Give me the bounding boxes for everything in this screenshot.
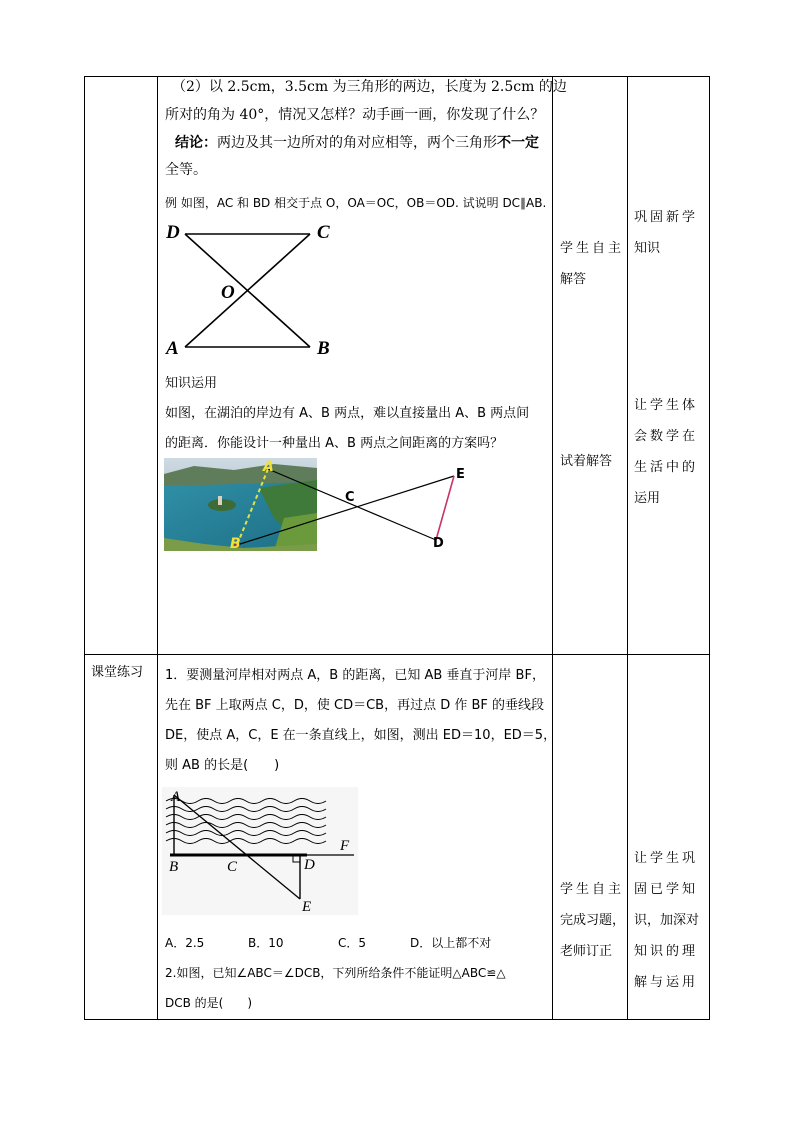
- table-row-divider: [84, 654, 710, 655]
- q1-line1: 1．要测量河岸相对两点 A，B 的距离，已知 AB 垂直于河岸 BF，: [165, 668, 545, 683]
- conclusion-line2: 全等。: [165, 162, 207, 178]
- fig2-label-b: B: [230, 536, 241, 552]
- intent-2-line1: 让学生体: [634, 398, 699, 413]
- conclusion-label: 结论：: [175, 135, 217, 151]
- table-col-divider-3: [627, 76, 628, 1020]
- row2-intent-line4: 知识的理: [634, 944, 699, 959]
- fig3-label-f: F: [340, 838, 350, 854]
- hourglass-figure: [160, 220, 360, 360]
- fig2-label-e: E: [456, 467, 465, 482]
- apply-title: 知识运用: [165, 376, 218, 391]
- table-col-divider-2: [552, 76, 553, 1020]
- fig3-label-d: D: [304, 857, 315, 873]
- row2-activity-line2: 完成习题，: [560, 913, 626, 928]
- intent-2-line3: 生活中的: [634, 460, 699, 475]
- q2-line2: DCB 的是( ): [165, 996, 253, 1010]
- para2-line2: 所对的角为 40°，情况又怎样？动手画一画，你发现了什么？: [165, 107, 545, 123]
- table-col-divider-1: [157, 76, 158, 1020]
- fig1-label-c: C: [317, 222, 330, 243]
- q1-choice-a: A．2.5: [165, 936, 205, 950]
- river-figure: [162, 787, 362, 917]
- intent-2-line4: 运用: [634, 491, 661, 506]
- conclusion-line1: [175, 132, 539, 152]
- q1-choice-c: C．5: [338, 936, 367, 950]
- fig1-label-b: B: [317, 338, 330, 359]
- stage-label: 课堂练习: [91, 665, 144, 680]
- fig3-label-c: C: [227, 859, 238, 875]
- example-text: 例 如图，AC 和 BD 相交于点 O，OA＝OC，OB＝OD. 试说明 DC∥AB.: [165, 196, 547, 210]
- activity-1-line2: 解答: [560, 272, 587, 287]
- q1-choice-d: D．以上都不对: [410, 936, 492, 950]
- para2-line1: （2）以 2.5cm，3.5cm 为三角形的两边，长度为 2.5cm 的边: [172, 79, 567, 95]
- row2-intent-line5: 解与运用: [634, 975, 699, 990]
- row2-intent-line3: 识，加深对: [634, 913, 700, 928]
- activity-1-line1: 学生自主: [560, 241, 625, 256]
- conclusion-text: 两边及其一边所对的角对应相等，两个三角形: [217, 135, 497, 151]
- q1-line2: 先在 BF 上取两点 C，D，使 CD＝CB，再过点 D 作 BF 的垂线段: [165, 698, 545, 713]
- fig2-label-d: D: [433, 536, 444, 551]
- intent-1-line2: 知识: [634, 241, 661, 256]
- q1-choice-b: B．10: [248, 936, 284, 950]
- row2-activity-line3: 老师订正: [560, 944, 613, 959]
- fig3-label-a: A: [171, 789, 181, 805]
- q1-line3: DE，使点 A，C，E 在一条直线上，如图，测出 ED＝10，ED＝5，: [165, 728, 557, 743]
- fig3-label-b: B: [169, 859, 179, 875]
- fig2-label-a: A: [263, 459, 274, 475]
- intent-1-line1: 巩固新学: [634, 210, 699, 225]
- conclusion-bold: 不一定: [497, 135, 539, 151]
- lake-figure: [164, 458, 474, 558]
- fig1-label-d: D: [166, 222, 180, 243]
- row2-intent-line2: 固已学知: [634, 882, 699, 897]
- table-border-left: [84, 76, 85, 1020]
- fig1-label-o: O: [221, 282, 235, 303]
- q2-line1: 2.如图，已知∠ABC＝∠DCB，下列所给条件不能证明△ABC≌△: [165, 966, 506, 980]
- intent-2-line2: 会数学在: [634, 429, 699, 444]
- table-border-bottom: [84, 1019, 710, 1020]
- activity-2: 试着解答: [560, 454, 613, 469]
- segment-de: [436, 476, 454, 540]
- table-border-right: [709, 76, 710, 1020]
- q1-line4: 则 AB 的长是( ): [165, 758, 280, 773]
- fig3-label-e: E: [302, 899, 312, 915]
- apply-line1: 如图，在湖泊的岸边有 A、B 两点，难以直接量出 A、B 两点间: [165, 406, 530, 421]
- fig2-label-c: C: [345, 490, 355, 505]
- apply-line2: 的距离．你能设计一种量出 A、B 两点之间距离的方案吗？: [165, 436, 504, 451]
- row2-intent-line1: 让学生巩: [634, 851, 699, 866]
- fig1-label-a: A: [166, 338, 179, 359]
- row2-activity-line1: 学生自主: [560, 882, 625, 897]
